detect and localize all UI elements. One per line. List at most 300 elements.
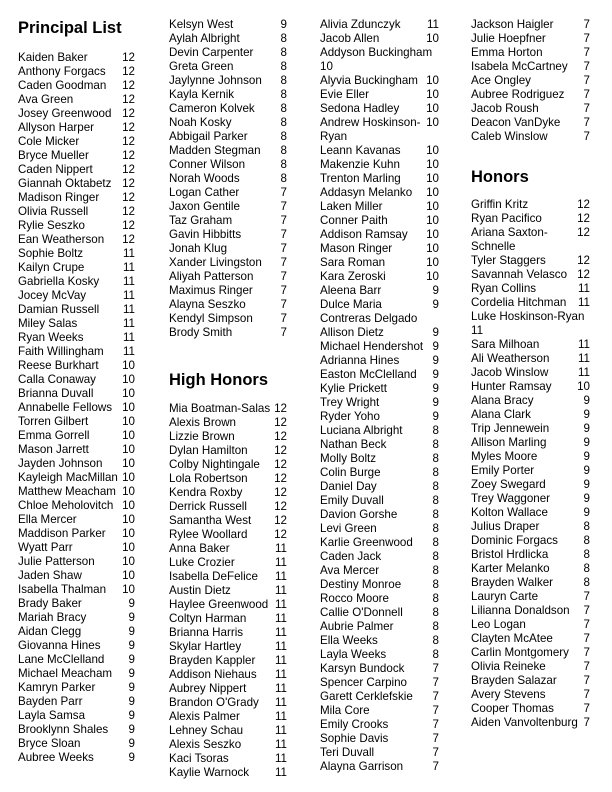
student-name: Hunter Ramsay: [471, 380, 552, 393]
student-name: Levi Green: [320, 522, 377, 535]
student-name: Ariana Saxton-Schnelle: [471, 226, 548, 253]
student-name: Clayten McAtee: [471, 632, 553, 645]
student-name: Anthony Forgacs: [18, 65, 106, 78]
student-grade: 12: [577, 198, 590, 211]
student-name: Brianna Duvall: [18, 387, 94, 400]
student-name: Emma Horton: [471, 46, 543, 59]
student-name: Tyler Staggers: [471, 254, 546, 267]
student-grade: 8: [432, 494, 439, 507]
student-name: Josey Greenwood: [18, 107, 112, 120]
student-name: Dominic Forgacs: [471, 534, 558, 547]
student-name: Andrew Hoskinson-Ryan: [320, 116, 421, 143]
student-entry: [471, 198, 590, 212]
student-entry: [320, 550, 439, 564]
student-entry: [18, 303, 135, 317]
student-grade: 10: [122, 429, 135, 442]
student-name: Alexis Palmer: [169, 710, 240, 723]
student-grade: 10: [122, 387, 135, 400]
student-name: Destiny Monroe: [320, 578, 402, 591]
student-entry: [320, 690, 439, 704]
student-grade: 10: [122, 485, 135, 498]
student-name: Emily Porter: [471, 464, 535, 477]
student-entry: [320, 214, 439, 228]
student-grade: 10: [426, 270, 439, 283]
student-name: Ryan Pacifico: [471, 212, 542, 225]
student-grade: 8: [432, 564, 439, 577]
student-grade: 11: [577, 338, 590, 351]
student-entry: [320, 648, 439, 662]
student-entry: [169, 500, 287, 514]
student-grade: 7: [280, 256, 287, 269]
student-entry: [471, 226, 590, 254]
student-entry: [471, 492, 590, 506]
student-entry: [18, 639, 135, 653]
student-grade: 9: [280, 18, 287, 31]
student-grade: 8: [432, 452, 439, 465]
student-entry: [471, 60, 590, 74]
student-grade: 11: [577, 296, 590, 309]
student-name: Giovanna Hines: [18, 639, 101, 652]
student-name: Maximus Ringer: [169, 284, 253, 297]
student-grade: 12: [274, 458, 287, 471]
student-name: Ryan Weeks: [18, 331, 84, 344]
student-name: Karlie Greenwood: [320, 536, 413, 549]
student-entry: [320, 200, 439, 214]
student-grade: 8: [432, 606, 439, 619]
student-grade: 7: [583, 688, 590, 701]
student-grade: 7: [583, 74, 590, 87]
student-name: Teri Duvall: [320, 746, 375, 759]
student-entry: [169, 528, 287, 542]
student-name: Brooklynn Shales: [18, 723, 109, 736]
student-entry: [18, 289, 135, 303]
student-grade: 8: [432, 438, 439, 451]
student-grade: 7: [432, 690, 439, 703]
student-name: Kamryn Parker: [18, 681, 96, 694]
student-grade: 11: [274, 612, 287, 625]
student-entry: [18, 625, 135, 639]
student-grade: 7: [432, 732, 439, 745]
student-name: Trey Waggoner: [471, 492, 551, 505]
student-entry: [18, 401, 135, 415]
student-grade: 9: [432, 368, 439, 381]
student-entry: [169, 612, 287, 626]
student-entry: [169, 654, 287, 668]
student-entry: [320, 144, 439, 158]
student-entry: [18, 107, 135, 121]
student-grade: 9: [432, 326, 439, 339]
student-entry: [471, 646, 590, 660]
student-entry: [169, 682, 287, 696]
principal-list-part-3: [320, 18, 439, 774]
student-entry: [471, 18, 590, 32]
student-grade: 8: [432, 550, 439, 563]
student-entry: [320, 452, 439, 466]
student-grade: 8: [432, 522, 439, 535]
student-name: Laken Miller: [320, 200, 383, 213]
student-entry: [169, 542, 287, 556]
student-entry: [471, 464, 590, 478]
student-grade: 10: [122, 527, 135, 540]
student-name: Alivia Zdunczyk: [320, 18, 401, 31]
student-name: Karsyn Bundock: [320, 662, 405, 675]
student-name: Noah Kosky: [169, 116, 232, 129]
student-entry: [320, 326, 439, 340]
student-entry: [471, 422, 590, 436]
student-name: Trenton Marling: [320, 172, 401, 185]
student-grade: 8: [432, 620, 439, 633]
student-entry: [18, 457, 135, 471]
student-name: Jaden Shaw: [18, 569, 82, 582]
student-entry: [169, 200, 287, 214]
student-name: Ava Green: [18, 93, 74, 106]
student-name: Sophie Davis: [320, 732, 389, 745]
student-grade: 7: [583, 102, 590, 115]
student-entry: [471, 520, 590, 534]
student-entry: [169, 326, 287, 340]
student-entry: [320, 256, 439, 270]
student-grade: 12: [122, 79, 135, 92]
student-name: Trip Jennewein: [471, 422, 550, 435]
student-name: Olivia Russell: [18, 205, 89, 218]
student-name: Isabela McCartney: [471, 60, 568, 73]
student-grade: 10: [426, 186, 439, 199]
student-entry: [169, 186, 287, 200]
student-grade: 11: [274, 556, 287, 569]
student-name: Alexis Brown: [169, 416, 237, 429]
student-entry: [471, 506, 590, 520]
student-grade: 7: [583, 632, 590, 645]
student-name: Karter Melanko: [471, 562, 550, 575]
student-entry: [18, 583, 135, 597]
student-grade: 11: [274, 626, 287, 639]
student-entry: [320, 480, 439, 494]
student-entry: [18, 429, 135, 443]
student-grade: 10: [426, 158, 439, 171]
student-grade: 11: [274, 542, 287, 555]
student-grade: 9: [583, 422, 590, 435]
student-name: Addyson Buckingham 10: [320, 46, 433, 73]
student-grade: 9: [583, 506, 590, 519]
student-grade: 10: [426, 116, 439, 129]
student-name: Giannah Oktabetz: [18, 177, 112, 190]
student-grade: 9: [432, 354, 439, 367]
student-entry: [169, 144, 287, 158]
student-name: Cole Micker: [18, 135, 80, 148]
student-name: Kolton Wallace: [471, 506, 548, 519]
student-grade: 10: [426, 172, 439, 185]
student-grade: 11: [274, 654, 287, 667]
student-grade: 7: [583, 646, 590, 659]
student-name: Kaci Tsoras: [169, 752, 229, 765]
student-grade: 11: [274, 766, 287, 779]
student-grade: 9: [583, 478, 590, 491]
student-name: Trey Wright: [320, 396, 380, 409]
student-name: Emma Gorrell: [18, 429, 90, 442]
student-grade: 8: [432, 536, 439, 549]
student-grade: 9: [432, 382, 439, 395]
student-entry: [169, 46, 287, 60]
student-name: Alayna Garrison: [320, 760, 404, 773]
student-entry: [169, 256, 287, 270]
student-entry: [169, 74, 287, 88]
student-name: Jaxon Gentile: [169, 200, 240, 213]
student-name: Brody Smith: [169, 326, 233, 339]
student-grade: 11: [577, 366, 590, 379]
student-grade: 7: [280, 228, 287, 241]
principal-list-heading: Principal List: [18, 19, 122, 37]
student-entry: [471, 534, 590, 548]
student-entry: [18, 149, 135, 163]
student-grade: 9: [128, 625, 135, 638]
student-entry: [18, 667, 135, 681]
student-name: Brayden Kappler: [169, 654, 256, 667]
student-name: Addison Niehaus: [169, 668, 257, 681]
student-grade: 9: [128, 639, 135, 652]
student-grade: 12: [274, 514, 287, 527]
student-entry: [169, 270, 287, 284]
student-grade: 12: [122, 191, 135, 204]
student-grade: 7: [583, 604, 590, 617]
student-name: Jacob Winslow: [471, 366, 549, 379]
student-entry: [320, 620, 439, 634]
student-name: Madison Ringer: [18, 191, 100, 204]
student-grade: 7: [432, 746, 439, 759]
student-grade: 12: [577, 254, 590, 267]
student-name: Spencer Carpino: [320, 676, 408, 689]
student-grade: 8: [280, 102, 287, 115]
student-name: Damian Russell: [18, 303, 100, 316]
student-entry: [471, 254, 590, 268]
student-entry: [320, 88, 439, 102]
student-name: Kara Zeroski: [320, 270, 386, 283]
student-entry: [320, 242, 439, 256]
student-entry: [169, 172, 287, 186]
student-grade: 10: [122, 541, 135, 554]
student-grade: 11: [122, 317, 135, 330]
student-entry: [18, 737, 135, 751]
student-grade: 9: [583, 436, 590, 449]
student-grade: 12: [577, 226, 590, 239]
student-entry: [320, 746, 439, 760]
student-name: Dulce Maria Contreras Delgado: [320, 298, 418, 325]
student-entry: [169, 312, 287, 326]
student-entry: [18, 177, 135, 191]
student-name: Julie Patterson: [18, 555, 95, 568]
student-name: Devin Carpenter: [169, 46, 254, 59]
student-name: Ryan Collins: [471, 282, 537, 295]
student-entry: [471, 296, 590, 310]
student-name: Alana Bracy: [471, 394, 534, 407]
student-entry: [18, 695, 135, 709]
student-grade: 12: [122, 51, 135, 64]
student-grade: 12: [274, 402, 287, 415]
student-entry: [320, 158, 439, 172]
student-name: Annabelle Fellows: [18, 401, 113, 414]
student-name: Skylar Hartley: [169, 640, 242, 653]
student-entry: [169, 458, 287, 472]
student-entry: [320, 508, 439, 522]
student-name: Wyatt Parr: [18, 541, 73, 554]
student-entry: [169, 116, 287, 130]
student-entry: [169, 766, 287, 780]
student-name: Mariah Bracy: [18, 611, 87, 624]
student-name: Xander Livingston: [169, 256, 262, 269]
student-name: Ace Ongley: [471, 74, 531, 87]
student-grade: 11: [274, 640, 287, 653]
student-entry: [169, 444, 287, 458]
student-name: Luciana Albright: [320, 424, 403, 437]
student-entry: [169, 18, 287, 32]
student-entry: [471, 632, 590, 646]
student-grade: 7: [280, 284, 287, 297]
student-name: Easton McClelland: [320, 368, 417, 381]
student-name: Coltyn Harman: [169, 612, 247, 625]
student-grade: 7: [280, 270, 287, 283]
student-entry: [18, 555, 135, 569]
student-grade: 8: [432, 480, 439, 493]
student-name: Haylee Greenwood: [169, 598, 269, 611]
student-entry: [320, 18, 439, 32]
student-name: Caleb Winslow: [471, 130, 548, 143]
student-grade: 12: [577, 268, 590, 281]
student-name: Chloe Meholovitch: [18, 499, 114, 512]
student-entry: [18, 93, 135, 107]
student-name: Aiden Vanvoltenburg: [471, 716, 578, 729]
student-entry: [169, 738, 287, 752]
student-entry: [471, 130, 590, 144]
student-entry: [18, 191, 135, 205]
student-grade: 7: [583, 116, 590, 129]
student-name: Luke Crozier: [169, 556, 235, 569]
student-entry: [169, 570, 287, 584]
student-grade: 9: [128, 709, 135, 722]
student-name: Torren Gilbert: [18, 415, 89, 428]
student-grade: 8: [432, 648, 439, 661]
student-name: Colin Burge: [320, 466, 381, 479]
student-entry: [169, 626, 287, 640]
student-name: Sedona Hadley: [320, 102, 400, 115]
student-entry: [320, 494, 439, 508]
student-entry: [471, 116, 590, 130]
student-entry: [320, 46, 439, 74]
student-entry: [320, 592, 439, 606]
student-grade: 7: [280, 214, 287, 227]
student-name: Mason Ringer: [320, 242, 393, 255]
student-name: Gavin Hibbitts: [169, 228, 242, 241]
student-grade: 8: [280, 32, 287, 45]
student-entry: [320, 676, 439, 690]
student-name: Emily Duvall: [320, 494, 384, 507]
student-name: Ava Mercer: [320, 564, 380, 577]
student-grade: 8: [583, 548, 590, 561]
student-entry: [169, 416, 287, 430]
student-grade: 12: [122, 177, 135, 190]
column-1: [18, 18, 135, 765]
student-grade: 9: [583, 394, 590, 407]
student-entry: [169, 472, 287, 486]
student-grade: 12: [122, 65, 135, 78]
student-name: Reese Burkhart: [18, 359, 99, 372]
student-grade: 9: [432, 298, 439, 311]
student-name: Lizzie Brown: [169, 430, 235, 443]
student-grade: 10: [122, 471, 135, 484]
student-name: Logan Cather: [169, 186, 240, 199]
student-entry: [471, 478, 590, 492]
student-grade: 7: [583, 660, 590, 673]
student-entry: [320, 732, 439, 746]
student-entry: [320, 270, 439, 284]
student-grade: 8: [280, 172, 287, 185]
student-entry: [471, 618, 590, 632]
student-name: Kendyl Simpson: [169, 312, 253, 325]
student-name: Gabriella Kosky: [18, 275, 100, 288]
student-name: Ryder Yoho: [320, 410, 380, 423]
student-name: Carlin Montgomery: [471, 646, 569, 659]
student-name: Sophie Boltz: [18, 247, 84, 260]
student-name: Layla Weeks: [320, 648, 387, 661]
student-grade: 12: [274, 500, 287, 513]
student-grade: 11: [274, 598, 287, 611]
student-entry: [471, 590, 590, 604]
student-entry: [320, 564, 439, 578]
student-grade: 8: [583, 576, 590, 589]
student-name: Zoey Swegard: [471, 478, 546, 491]
student-grade: 12: [274, 472, 287, 485]
student-entry: [471, 674, 590, 688]
student-entry: [320, 354, 439, 368]
student-grade: 12: [122, 135, 135, 148]
student-entry: [169, 724, 287, 738]
student-name: Cooper Thomas: [471, 702, 554, 715]
student-entry: [320, 382, 439, 396]
student-name: Matthew Meacham: [18, 485, 116, 498]
student-entry: [18, 359, 135, 373]
student-grade: 7: [583, 590, 590, 603]
student-grade: 11: [274, 752, 287, 765]
student-entry: [169, 710, 287, 724]
student-entry: [471, 660, 590, 674]
student-grade: 7: [280, 298, 287, 311]
student-grade: 8: [583, 562, 590, 575]
student-grade: 7: [432, 718, 439, 731]
student-name: Allison Dietz: [320, 326, 384, 339]
student-entry: [18, 569, 135, 583]
student-name: Rocco Moore: [320, 592, 389, 605]
student-entry: [18, 135, 135, 149]
student-grade: 12: [274, 486, 287, 499]
student-entry: [18, 709, 135, 723]
student-name: Alyvia Buckingham: [320, 74, 418, 87]
student-entry: [320, 172, 439, 186]
student-entry: [471, 338, 590, 352]
student-name: Jacob Roush: [471, 102, 539, 115]
student-entry: [471, 394, 590, 408]
student-entry: [169, 752, 287, 766]
student-name: Calla Conaway: [18, 373, 96, 386]
student-grade: 11: [274, 738, 287, 751]
student-name: Kelsyn West: [169, 18, 234, 31]
student-entry: [471, 268, 590, 282]
student-name: Daniel Day: [320, 480, 377, 493]
student-entry: [169, 486, 287, 500]
student-name: Alayna Seszko: [169, 298, 246, 311]
student-entry: [320, 522, 439, 536]
student-name: Mason Jarrett: [18, 443, 89, 456]
student-name: Madden Stegman: [169, 144, 261, 157]
student-name: Olivia Reineke: [471, 660, 546, 673]
student-grade: 7: [280, 326, 287, 339]
